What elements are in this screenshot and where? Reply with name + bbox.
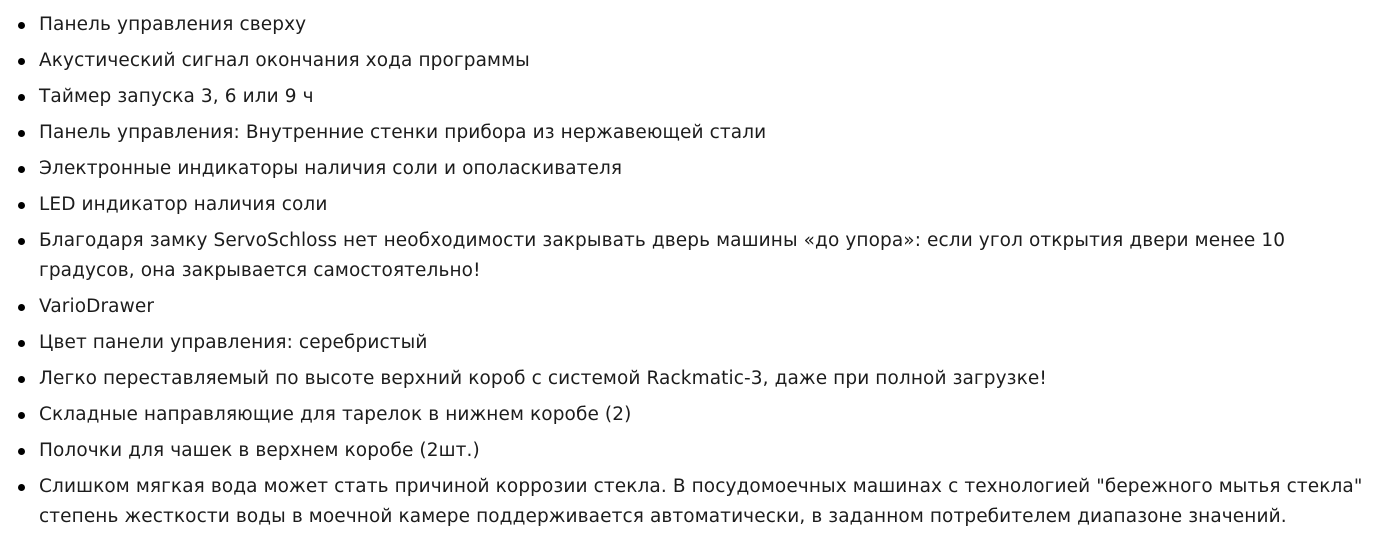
feature-text: Панель управления: Внутренние стенки прибора из нержавеющей стали	[39, 122, 767, 143]
feature-item	[0, 400, 1383, 430]
feature-text: Складные направляющие для тарелок в нижнем коробе (2)	[39, 404, 632, 425]
feature-item	[0, 292, 1383, 322]
bullet-icon	[18, 166, 25, 173]
feature-item	[0, 226, 1383, 286]
feature-text: VarioDrawer	[39, 296, 155, 317]
bullet-icon	[18, 58, 25, 65]
feature-item	[0, 82, 1383, 112]
feature-item	[0, 190, 1383, 220]
feature-item	[0, 472, 1383, 532]
feature-item	[0, 118, 1383, 148]
bullet-icon	[18, 130, 25, 137]
feature-text: Акустический сигнал окончания хода программы	[39, 50, 530, 71]
bullet-icon	[18, 94, 25, 101]
feature-text: Благодаря замку ServoSchloss нет необходимости закрывать дверь машины «до упора»: если угол открытия двери менее 10 градусов, она закрывается самостоятельно!	[39, 230, 1286, 281]
feature-item	[0, 154, 1383, 184]
feature-text: Таймер запуска 3, 6 или 9 ч	[39, 86, 314, 107]
feature-text: Легко переставляемый по высоте верхний короб с системой Rackmatic-3, даже при полной загрузке!	[39, 368, 1047, 389]
bullet-icon	[18, 484, 25, 491]
bullet-icon	[18, 304, 25, 311]
feature-text: Цвет панели управления: серебристый	[39, 332, 428, 353]
bullet-icon	[18, 202, 25, 209]
feature-text: Панель управления сверху	[39, 14, 307, 35]
feature-text: Электронные индикаторы наличия соли и ополаскивателя	[39, 158, 623, 179]
feature-text: LED индикатор наличия соли	[39, 194, 328, 215]
feature-item	[0, 436, 1383, 466]
bullet-icon	[18, 412, 25, 419]
bullet-icon	[18, 376, 25, 383]
feature-text: Слишком мягкая вода может стать причиной коррозии стекла. В посудомоечных машинах с технологией "бережного мытья стекла" степень жесткости воды в моечной камере поддерживается автоматически, в заданном потребителем диапазоне значений.	[39, 476, 1363, 527]
bullet-icon	[18, 238, 25, 245]
feature-item	[0, 328, 1383, 358]
feature-item	[0, 10, 1383, 40]
feature-text: Полочки для чашек в верхнем коробе (2шт.)	[39, 440, 480, 461]
bullet-icon	[18, 340, 25, 347]
feature-item	[0, 364, 1383, 394]
bullet-icon	[18, 448, 25, 455]
feature-item	[0, 46, 1383, 76]
bullet-icon	[18, 22, 25, 29]
